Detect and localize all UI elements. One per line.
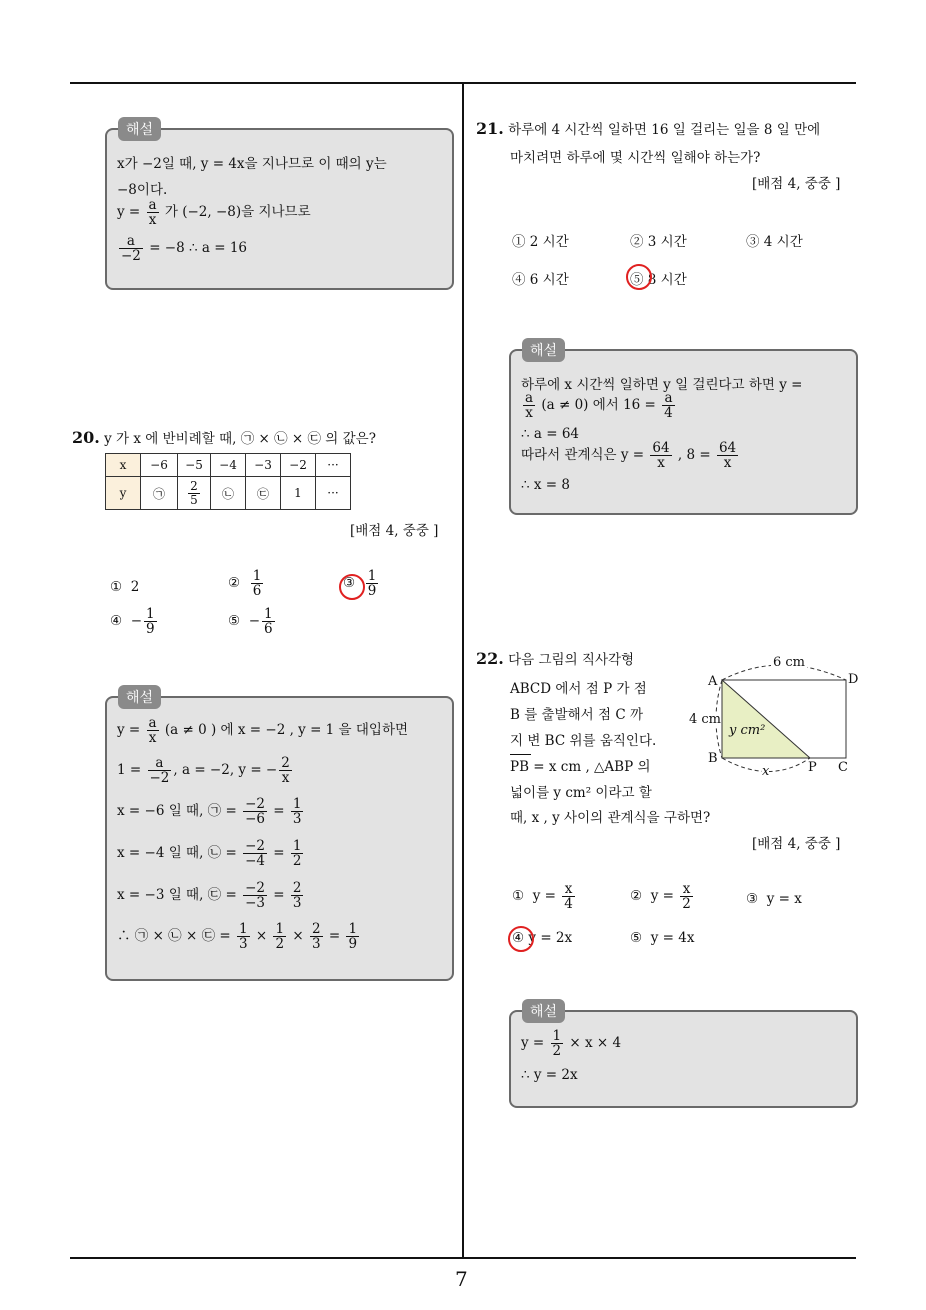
sol20-line2: 1 = $\frac{a}{-2}$ , a = −2, y = − $\frac{2}{x}$ [117, 755, 290, 787]
column-divider [462, 83, 464, 1258]
table-cell: 1 [281, 477, 316, 510]
q22-line7: 때, x , y 사이의 관계식을 구하면? [510, 810, 711, 826]
label-b: B [708, 751, 718, 766]
label-c: C [838, 760, 848, 775]
table-cell: y [106, 477, 141, 510]
fraction: $\frac{a}{-2}$ [121, 233, 141, 265]
q20-choice-2[interactable]: ② $\frac{1}{6}$ [228, 568, 262, 600]
q22-choice-5[interactable]: ⑤ y = 4x [630, 930, 695, 946]
sol22-line1: y = $\frac{1}{2}$ × x × 4 [521, 1028, 622, 1060]
question-22: 22. 다음 그림의 직사각형 [476, 649, 635, 668]
label-top-length: 6 cm [773, 655, 806, 670]
solution-22-box [509, 1010, 858, 1108]
sol21-line5: ∴ x = 8 [521, 477, 570, 493]
page-number: 7 [455, 1267, 468, 1291]
table-cell: −2 [281, 454, 316, 477]
table-cell: −6 [141, 454, 178, 477]
sol20-line5: x = −3 일 때, ㉢ = $\frac{-2}{-3}$ = $\frac{2}{3}$ [117, 880, 302, 912]
sol20-line6: ∴ ㉠ × ㉡ × ㉢ = $\frac{1}{3}$ × $\frac{1}{2}$ × $\frac{2}{3}$ = $\frac{1}{9}$ [117, 921, 358, 953]
q22-line3: B 를 출발해서 점 C 까 [510, 707, 643, 723]
q21-choice-1[interactable]: ① 2 시간 [512, 234, 569, 250]
table-cell: x [106, 454, 141, 477]
answer-circle [339, 574, 365, 600]
q21-choice-4[interactable]: ④ 6 시간 [512, 272, 569, 288]
q21-choice-3[interactable]: ③ 4 시간 [746, 234, 803, 250]
q20-choice-1[interactable]: ① 2 [110, 579, 140, 595]
pb-overline [510, 754, 531, 755]
label-area: y cm² [729, 723, 766, 738]
solution-21-tag: 해설 [522, 338, 565, 362]
q21-score: [배점 4, 중중 ] [752, 176, 841, 192]
q20-choice-5[interactable]: ⑤ − $\frac{1}{6}$ [228, 606, 273, 638]
fraction: $\frac{a}{x}$ [148, 197, 157, 229]
table-cell: −4 [211, 454, 246, 477]
bottom-rule [70, 1257, 856, 1259]
q22-line5: PB = x cm , △ABP 의 [510, 759, 651, 775]
q22-score: [배점 4, 중중 ] [752, 836, 841, 852]
q22-choice-4[interactable]: ④ y = 2x [512, 930, 573, 946]
solution-22-tag: 해설 [522, 999, 565, 1023]
sol22-line2: ∴ y = 2x [521, 1067, 578, 1083]
q20-choice-3[interactable]: ③ $\frac{1}{9}$ [343, 568, 377, 600]
sol19-line3: y = $\frac{a}{x}$ 가 (−2, −8)을 지나므로 [117, 197, 311, 229]
q21-choice-5[interactable]: ⑤ 8 시간 [630, 272, 687, 288]
q21-line2: 마치려면 하루에 몇 시간씩 일해야 하는가? [510, 150, 761, 166]
answer-circle [626, 264, 652, 290]
sol19-line1: x가 −2일 때, y = 4x을 지나므로 이 때의 y는 [117, 156, 387, 172]
q22-choice-3[interactable]: ③ y = x [746, 891, 802, 907]
sol20-line1: y = $\frac{a}{x}$ (a ≠ 0 ) 에 x = −2 , y = 1 을 대입하면 [117, 715, 409, 747]
label-bottom-length: x [762, 764, 770, 779]
label-d: D [848, 672, 859, 687]
table-cell: ㉢ [246, 477, 281, 510]
sol19-line4: $\frac{a}{-2}$ = −8 ∴ a = 16 [121, 233, 247, 265]
table-cell: −3 [246, 454, 281, 477]
sol21-line4: 따라서 관계식은 y = $\frac{64}{x}$ , 8 = $\frac{64}{x}$ [521, 440, 737, 472]
q21-choice-2[interactable]: ② 3 시간 [630, 234, 687, 250]
sol21-line1: 하루에 x 시간씩 일하면 y 일 걸린다고 하면 y = [521, 377, 803, 393]
question-20: 20. y 가 x 에 반비례할 때, ㉠ × ㉡ × ㉢ 의 값은? [72, 428, 376, 447]
q22-choice-2[interactable]: ② y = $\frac{x}{2}$ [630, 881, 691, 913]
sol21-line3: ∴ a = 64 [521, 426, 580, 442]
label-p: P [808, 760, 817, 775]
sol21-line2: $\frac{a}{x}$ (a ≠ 0) 에서 16 = $\frac{a}{4}$ [525, 390, 673, 422]
q22-line2: ABCD 에서 점 P 가 점 [510, 681, 647, 697]
sol20-line4: x = −4 일 때, ㉡ = $\frac{-2}{-4}$ = $\frac{1}{2}$ [117, 838, 302, 870]
q22-line6: 넓이를 y cm² 이라고 할 [510, 785, 652, 801]
table-cell: −5 [178, 454, 211, 477]
q20-choice-4[interactable]: ④ − $\frac{1}{9}$ [110, 606, 155, 638]
answer-circle [508, 926, 534, 952]
solution-20-tag: 해설 [118, 685, 161, 709]
label-left-length: 4 cm [689, 712, 722, 727]
q22-choice-1[interactable]: ① y = $\frac{x}{4}$ [512, 881, 573, 913]
sol20-line3: x = −6 일 때, ㉠ = $\frac{-2}{-6}$ = $\frac{1}{3}$ [117, 796, 302, 828]
solution-19-tag: 해설 [118, 117, 161, 141]
table-cell: ··· [316, 454, 351, 477]
table-cell: ··· [316, 477, 351, 510]
q20-score: [배점 4, 중중 ] [350, 523, 439, 539]
table-cell: $\frac{2}{5}$ [178, 477, 211, 510]
table-cell: ㉠ [141, 477, 178, 510]
label-a: A [708, 674, 718, 689]
value-table [105, 453, 351, 510]
table-cell: ㉡ [211, 477, 246, 510]
q22-line4: 지 변 BC 위를 움직인다. [510, 733, 657, 749]
sol19-line2: −8이다. [117, 182, 168, 198]
question-21: 21. 하루에 4 시간씩 일하면 16 일 걸리는 일을 8 일 만에 [476, 119, 821, 138]
